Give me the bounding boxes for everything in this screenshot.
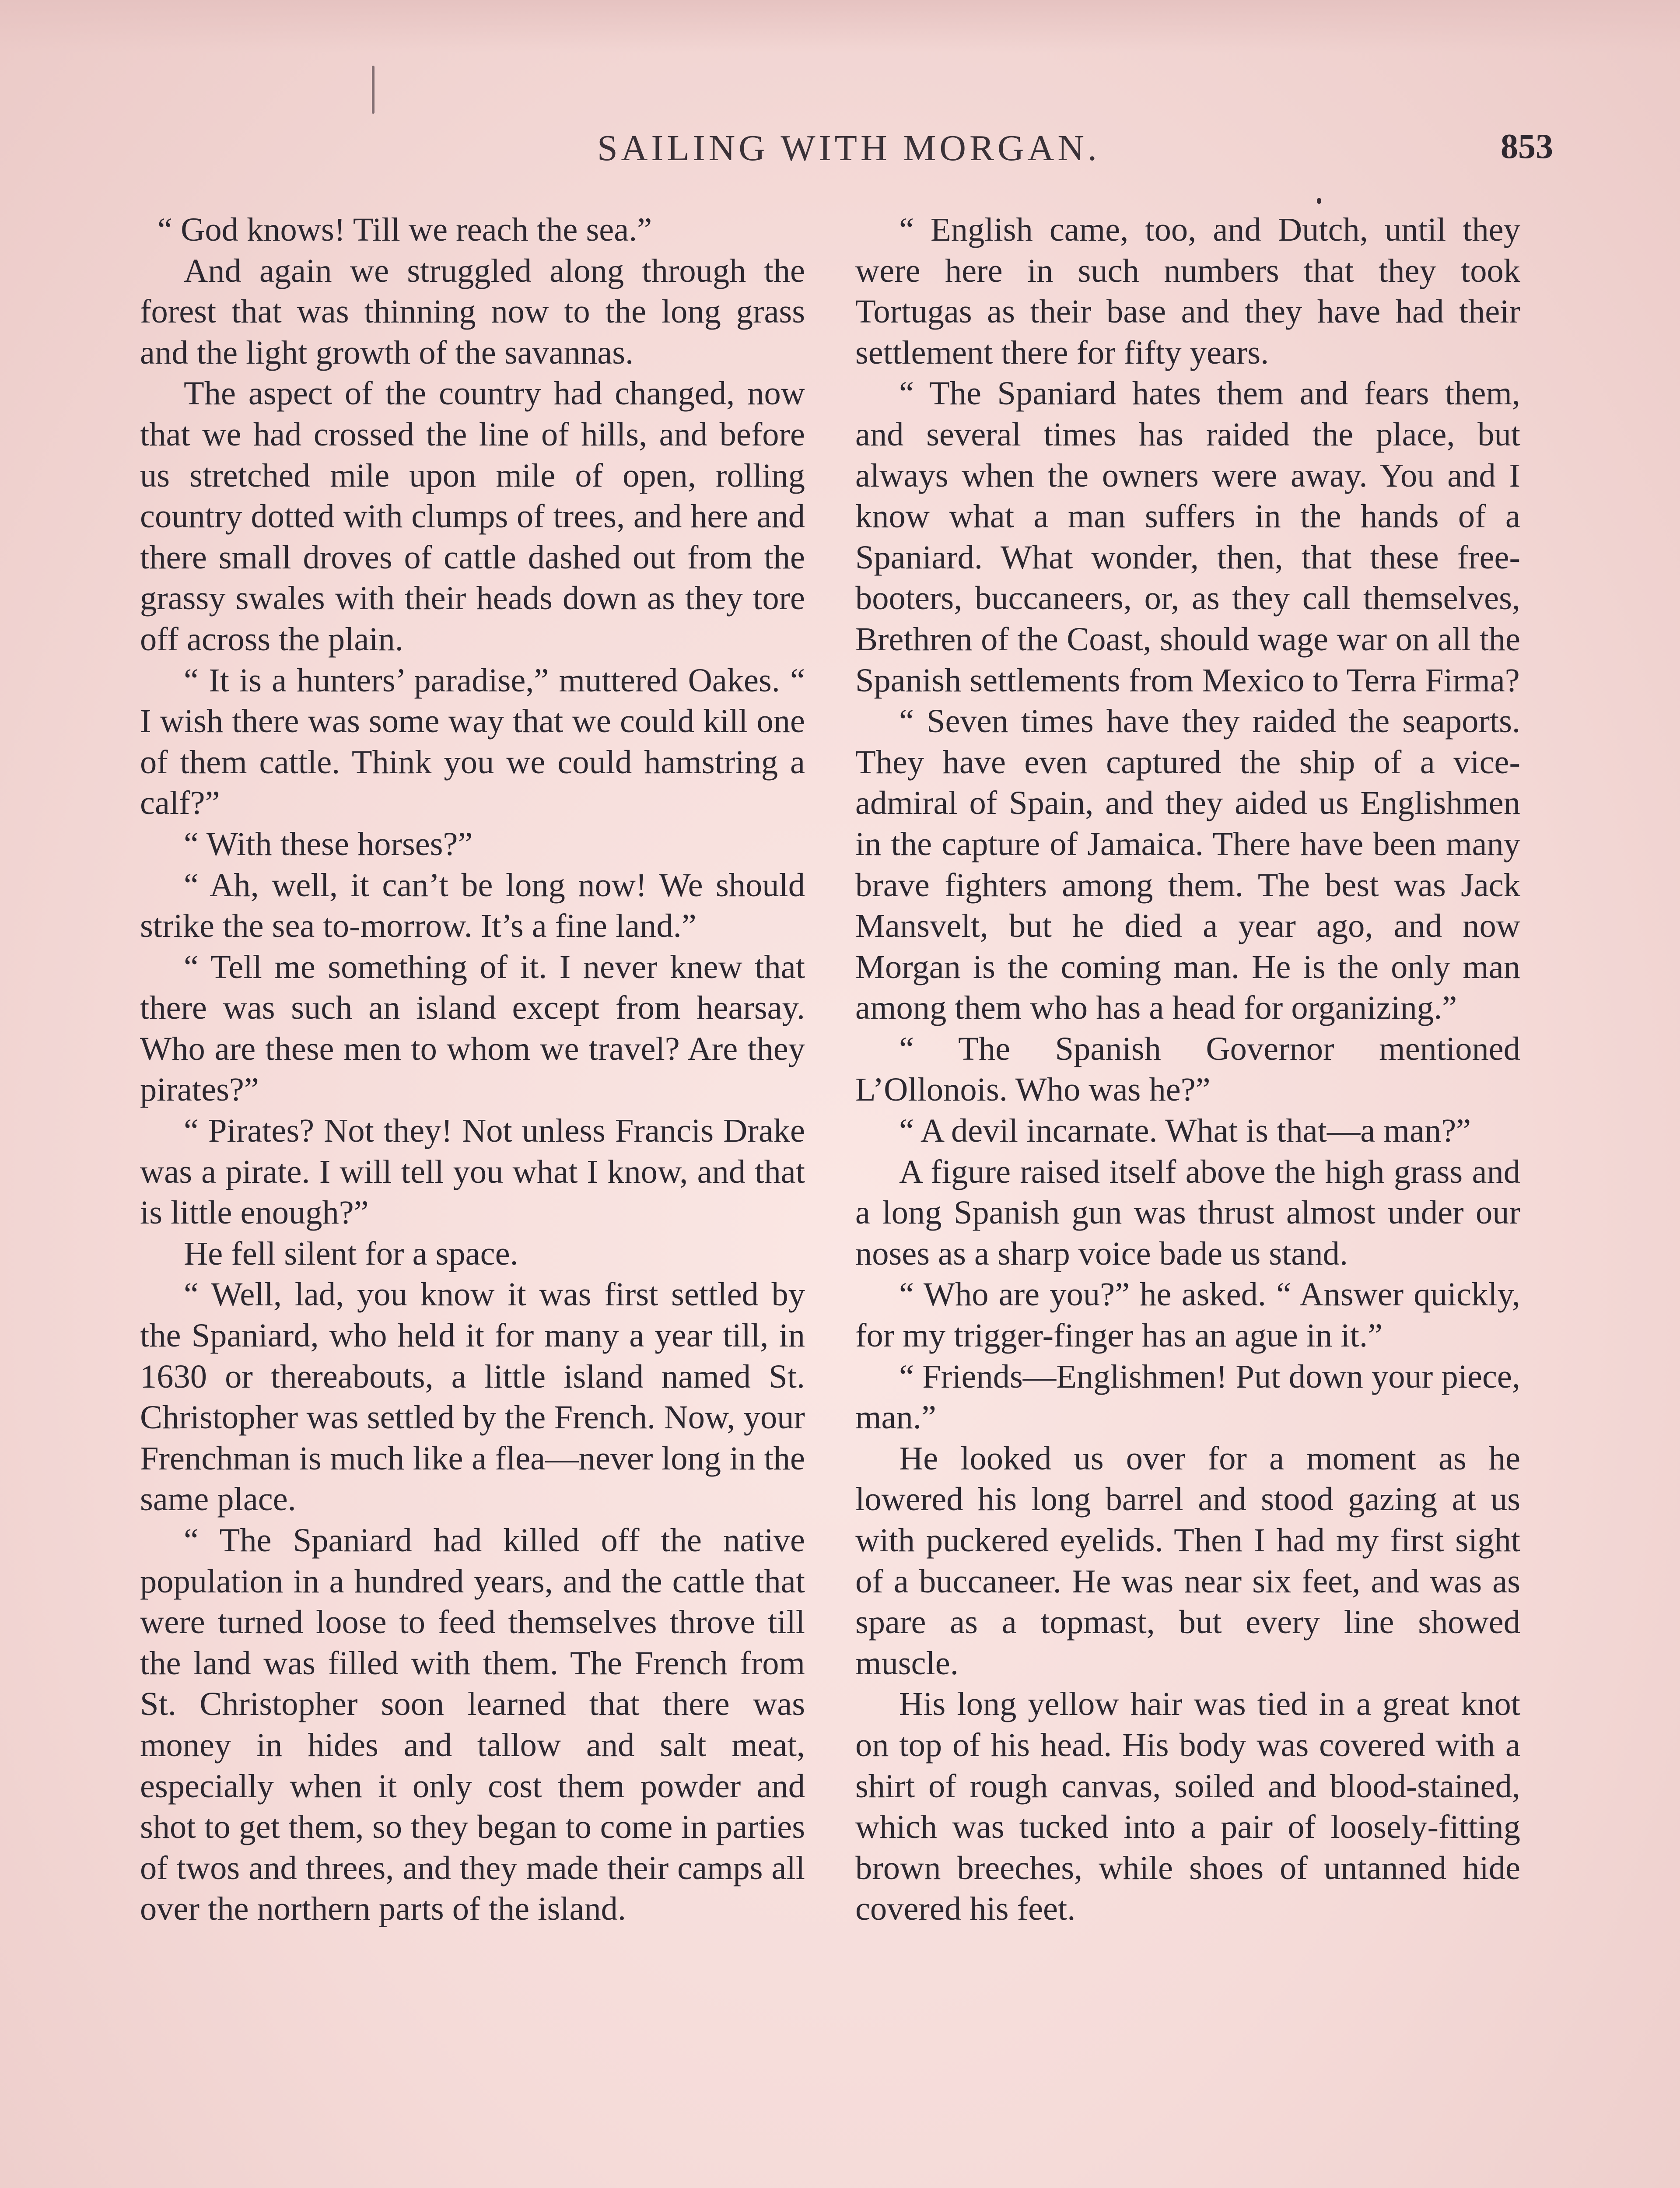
paragraph: “ The Spaniard had killed off the native population in a hundred years, and the cattle that were turned loose to feed themselves throve till the land was filled with them. The French from St. Christopher soon learned that there was money in hides and tallow and salt meat, especially when it only cost them powder and shot to get them, so they began to come in parties of twos and threes, and they made their camps all over the northern parts of the island.	[140, 1522, 805, 1928]
paragraph: “ Friends—Englishmen! Put down your piece, man.”	[855, 1357, 1520, 1436]
paragraph: “ The Spaniard hates them and fears them, and several times has raided the place, but always when the owners were away. You and I know what a man suffers in the hands of a Spaniard. What wonder, then, that these freebooters, buccaneers, or, as they call themselves, Brethren of the Coast, should wage war on all the Spanish settlements from Mexico to Terra Firma?	[855, 375, 1520, 699]
paragraph: “ Tell me something of it. I never knew that there was such an island except from hearsay. Who are these men to whom we travel? Are they pirates?”	[140, 948, 805, 1108]
right-column	[855, 209, 1520, 1929]
ink-speck	[372, 66, 374, 114]
paragraph: He fell silent for a space.	[184, 1234, 518, 1272]
left-column	[140, 209, 805, 1929]
ink-speck	[1317, 198, 1321, 204]
paragraph: “ Who are you?” he asked. “ Answer quickly, for my trigger-finger has an ague in it.”	[855, 1276, 1520, 1354]
page-edge-top	[0, 0, 1680, 53]
paragraph: The aspect of the country had changed, now that we had crossed the line of hills, and before us stretched mile upon mile of open, rolling country dotted with clumps of trees, and here and there small droves of cattle dashed out from the grassy swales with their heads down as they tore off across the plain.	[140, 375, 805, 658]
paragraph: And again we struggled along through the forest that was thinning now to the long grass and the light growth of the savannas.	[140, 252, 805, 371]
paragraph: “ The Spanish Governor mentioned L’Ollonois. Who was he?”	[855, 1030, 1520, 1108]
running-title: SAILING WITH MORGAN.	[597, 128, 1101, 168]
page-number: 853	[1501, 127, 1553, 166]
paragraph: He looked us over for a moment as he lowered his long barrel and stood gazing at us with puckered eyelids. Then I had my first sight of a buccaneer. He was near six feet, and was as spare as a topmast, but every line showed muscle.	[855, 1439, 1520, 1682]
paragraph: “ Well, lad, you know it was first settled by the Spaniard, who held it for many a year till, in 1630 or thereabouts, a little island named St. Christopher was settled by the French. Now, your Frenchman is much like a flea—never long in the same place.	[140, 1276, 805, 1518]
paragraph: “ Seven times have they raided the seaports. They have even captured the ship of a vice-admiral of Spain, and they aided us Englishmen in the capture of Jamaica. There have been many brave fighters among them. The best was Jack Mansvelt, but he died a year ago, and now Morgan is the coming man. He is the only man among them who has a head for organizing.”	[855, 702, 1520, 1027]
running-head	[144, 127, 1553, 184]
paragraph: “ A devil incarnate. What is that—a man?”	[899, 1112, 1471, 1150]
paragraph: “ It is a hunters’ paradise,” muttered Oakes. “ I wish there was some way that we could kill one of them cattle. Think you we could hamstring a calf?”	[140, 661, 805, 822]
paragraph: “ With these horses?”	[184, 825, 473, 863]
paragraph: “ English came, too, and Dutch, until they were here in such numbers that they took Tortugas as their base and they have had their settlement there for fifty years.	[855, 211, 1520, 371]
paragraph: His long yellow hair was tied in a great knot on top of his head. His body was covered with a shirt of rough canvas, soiled and blood-stained, which was tucked into a pair of loosely-fitting brown breeches, while shoes of untanned hide covered his feet.	[855, 1685, 1520, 1928]
paragraph: “ Ah, well, it can’t be long now! We should strike the sea to-morrow. It’s a fine land.”	[140, 866, 805, 945]
paragraph: “ God knows! Till we reach the sea.”	[158, 211, 652, 248]
paragraph: “ Pirates? Not they! Not unless Francis Drake was a pirate. I will tell you what I know, and that is little enough?”	[140, 1112, 805, 1231]
paragraph: A figure raised itself above the high grass and a long Spanish gun was thrust almost under our noses as a sharp voice bade us stand.	[855, 1153, 1520, 1272]
